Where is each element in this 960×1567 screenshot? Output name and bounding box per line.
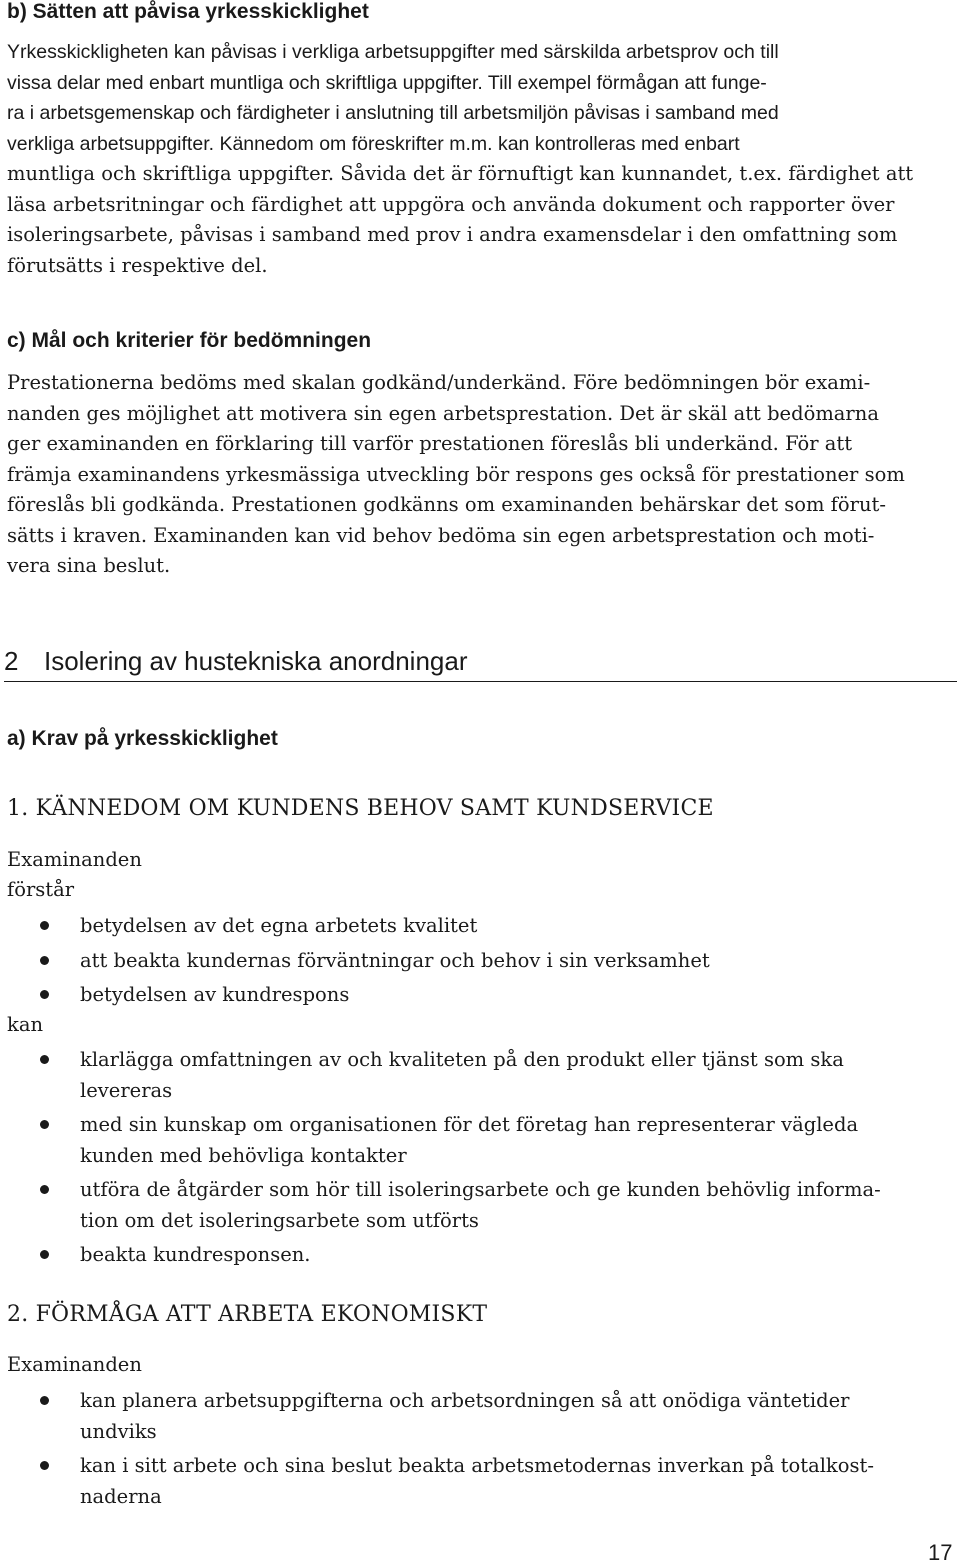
list-item-text: med sin kunskap om organisationen för det företag han representerar vägleda — [80, 1113, 859, 1136]
text-line: läsa arbetsritningar och färdighet att uppgöra och använda dokument och rapporter över — [7, 192, 895, 216]
list-item-text: naderna — [80, 1484, 162, 1508]
bullet-icon — [40, 1461, 49, 1470]
list-item-text: tion om det isoleringsarbete som utförts — [80, 1208, 479, 1232]
list-item-text: klarlägga omfattningen av och kvaliteten på den produkt eller tjänst som ska — [80, 1048, 844, 1071]
list-item-text: beakta kundresponsen. — [80, 1243, 311, 1266]
list-item — [0, 980, 940, 1011]
list-item-text: att beakta kundernas förväntningar och behov i sin verksamhet — [80, 948, 710, 972]
text-line: förutsätts i respektive del. — [7, 253, 268, 277]
page-number: 17 — [928, 1540, 953, 1565]
bullet-icon — [40, 1250, 49, 1259]
list-item-text: betydelsen av kundrespons — [80, 983, 350, 1006]
list-item — [0, 1045, 940, 1106]
list-item-text: utföra de åtgärder som hör till isoleringsarbete och ge kunden behövlig informa- — [80, 1178, 881, 1201]
text-line: nanden ges möjlighet att motivera sin egen arbetsprestation. Det är skäl att bedömarna — [7, 401, 879, 425]
list-item-text: kan planera arbetsuppgifterna och arbetsordningen så att onödiga väntetider — [80, 1389, 850, 1412]
chapter-number: 2 — [4, 646, 19, 676]
part2-title: 2. FÖRMÅGA ATT ARBETA EKONOMISKT — [7, 1302, 488, 1327]
text-line: Prestationerna bedöms med skalan godkänd/underkänd. Före bedömningen bör exami- — [7, 371, 871, 394]
list-item — [0, 1240, 940, 1271]
bullet-icon — [40, 956, 49, 965]
section-c-heading: c) Mål och kriterier för bedömningen — [7, 329, 372, 352]
list-item — [0, 1110, 940, 1171]
part1-subject: Examinanden — [7, 848, 142, 871]
list-item — [0, 911, 940, 942]
list-item — [0, 1175, 940, 1236]
text-line: vera sina beslut. — [7, 554, 171, 577]
part1-understands-list — [0, 911, 940, 1011]
text-line: isoleringsarbete, påvisas i samband med prov i andra examensdelar i den omfattning som — [7, 223, 898, 246]
bullet-icon — [40, 1120, 49, 1129]
list-item — [0, 946, 940, 977]
bullet-icon — [40, 990, 49, 999]
text-line: Yrkesskickligheten kan påvisas i verkliga arbetsuppgifter med särskilda arbetsprov och till — [7, 41, 779, 63]
text-line: föreslås bli godkända. Prestationen godkänns om examinanden behärskar det som förut- — [7, 493, 886, 516]
section-b-heading: b) Sätten att påvisa yrkesskicklighet — [7, 0, 369, 23]
text-line: ra i arbetsgemenskap och färdigheter i anslutning till arbetsmiljön påvisas i samband med — [7, 102, 779, 124]
list-item-text: kunden med behövliga kontakter — [80, 1143, 407, 1167]
section-a-heading: a) Krav på yrkesskicklighet — [7, 727, 278, 750]
list-item — [0, 1451, 940, 1512]
list-item-text: kan i sitt arbete och sina beslut beakta arbetsmetodernas inverkan på totalkost- — [80, 1454, 874, 1477]
part2-list — [0, 1386, 940, 1512]
chapter-title: Isolering av hustekniska anordningar — [44, 646, 468, 676]
text-line: verkliga arbetsuppgifter. Kännedom om föreskrifter m.m. kan kontrolleras med enbart — [7, 132, 740, 155]
part2-subject: Examinanden — [7, 1353, 142, 1376]
list-item-text: undviks — [80, 1419, 157, 1443]
bullet-icon — [40, 1396, 49, 1405]
part1-can-list — [0, 1045, 940, 1271]
bullet-icon — [40, 921, 49, 930]
text-line: ger examinanden en förklaring till varför prestationen föreslås bli underkänd. För att — [7, 432, 853, 455]
bullet-icon — [40, 1055, 49, 1064]
chapter-heading — [4, 646, 957, 682]
part1-verb-understands: förstår — [7, 878, 75, 901]
list-item-text: betydelsen av det egna arbetets kvalitet — [80, 914, 478, 937]
part1-title: 1. KÄNNEDOM OM KUNDENS BEHOV SAMT KUNDSERVICE — [7, 796, 714, 821]
text-line: muntliga och skriftliga uppgifter. Såvida det är förnuftigt kan kunnandet, t.ex. färdighet att — [7, 162, 914, 185]
text-line: främja examinandens yrkesmässiga utveckling bör respons ges också för prestationer som — [7, 462, 905, 486]
section-b-paragraph — [7, 37, 952, 281]
bullet-icon — [40, 1185, 49, 1194]
text-line: vissa delar med enbart muntliga och skriftliga uppgifter. Till exempel förmågan att funge- — [7, 71, 767, 94]
text-line: sätts i kraven. Examinanden kan vid behov bedöma sin egen arbetsprestation och moti- — [7, 523, 875, 547]
section-c-paragraph — [7, 368, 952, 582]
part1-verb-can: kan — [7, 1013, 44, 1036]
list-item — [0, 1386, 940, 1447]
list-item-text: levereras — [80, 1078, 173, 1102]
